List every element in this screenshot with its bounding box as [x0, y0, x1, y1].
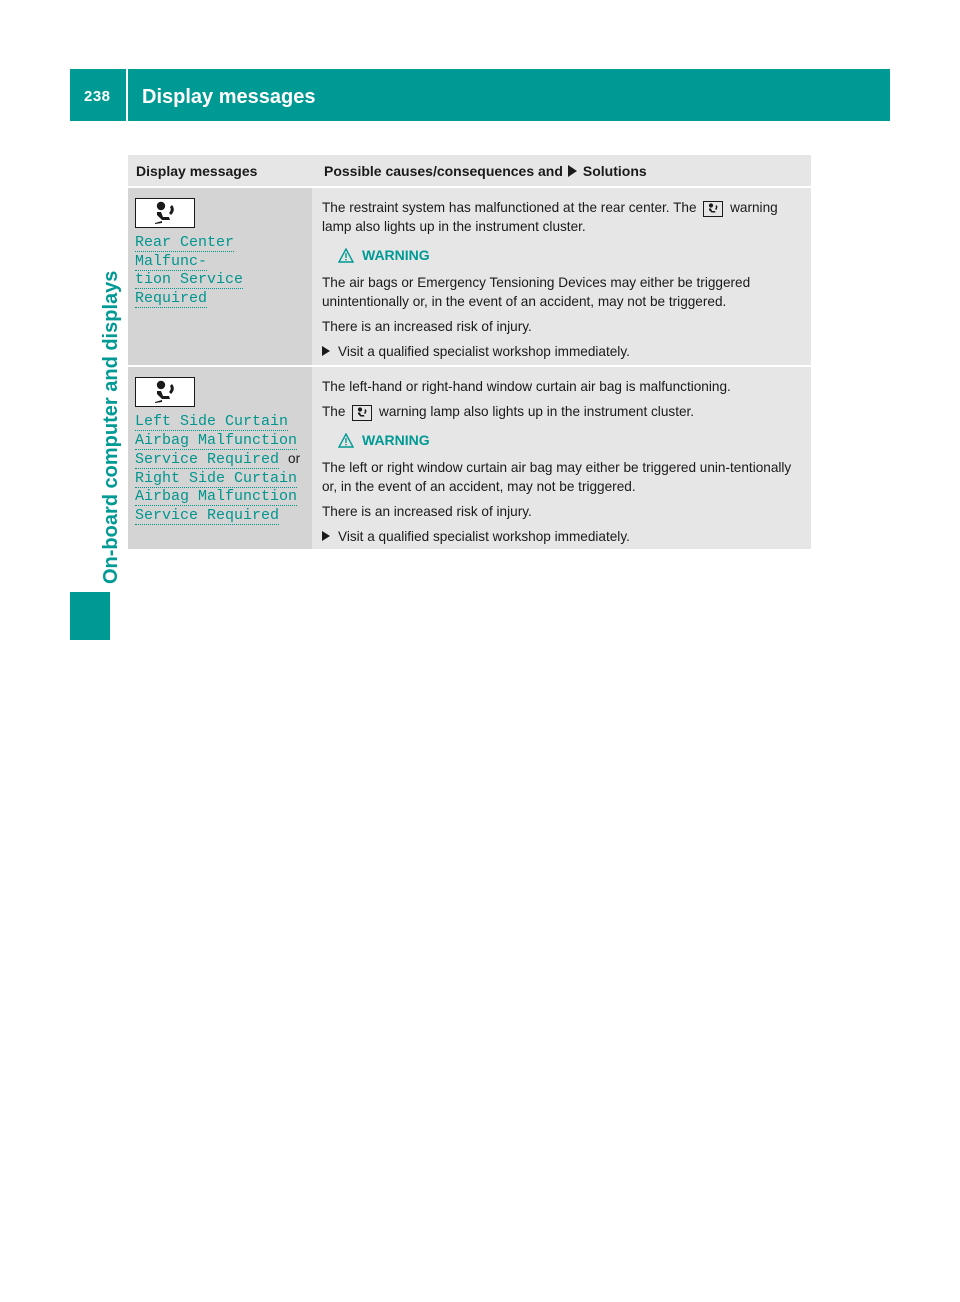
action-item: [322, 527, 802, 546]
action-text: Visit a qualified specialist workshop immediately.: [338, 344, 630, 359]
risk-text: There is an increased risk of injury.: [322, 319, 532, 334]
warning-label: WARNING: [362, 432, 430, 448]
cause-text-post: warning lamp also lights up in the instrument cluster.: [379, 404, 695, 419]
side-tab-label: On-board computer and displays: [100, 270, 122, 584]
warning-heading: [338, 431, 802, 450]
warning-heading: [338, 246, 802, 265]
message-line: Required: [135, 289, 208, 307]
display-message-cell: [128, 188, 312, 365]
message-line: tion Service: [135, 271, 244, 288]
cause-text-pre: The restraint system has malfunctioned at the rear center. The: [322, 200, 697, 215]
warning-text: The air bags or Emergency Tensioning Devices may either be triggered unintentionally or, in the event of an accident, may not be triggered.: [322, 275, 751, 309]
display-messages-table: [128, 155, 811, 551]
warning-triangle-icon: [338, 433, 354, 448]
message-line: Right Side Curtain: [135, 469, 298, 487]
cause-text: [322, 402, 802, 421]
action-arrow-icon: [322, 346, 330, 356]
warning-triangle-icon: [338, 248, 354, 263]
risk-text: There is an increased risk of injury.: [322, 504, 532, 519]
display-message-cell: [128, 367, 312, 549]
action-item: [322, 342, 802, 361]
message-line: Airbag Malfunction: [135, 431, 298, 449]
causes-solutions-cell: [312, 188, 811, 365]
airbag-warning-lamp-icon: [352, 405, 372, 421]
table-row: [128, 367, 811, 551]
warning-text: The left or right window curtain air bag may either be triggered unin-tentionally or, in the event of an accident, may not be triggered.: [322, 460, 792, 494]
column-header-display-messages: Display messages: [136, 162, 258, 179]
action-text: Visit a qualified specialist workshop immediately.: [338, 529, 630, 544]
table-header: [128, 155, 811, 188]
cause-text-pre: The: [322, 404, 346, 419]
column-header-causes-text: Possible causes/consequences and: [324, 162, 563, 179]
message-line: Airbag Malfunction: [135, 488, 298, 505]
cause-text: [322, 198, 802, 236]
airbag-warning-icon: [135, 198, 195, 228]
causes-solutions-cell: [312, 367, 811, 549]
airbag-warning-lamp-icon: [703, 201, 723, 217]
cause-text-post: warning lamp also lights up in the instrument cluster.: [322, 200, 778, 234]
or-text: or: [288, 451, 301, 466]
table-row: [128, 188, 811, 367]
header-divider: [126, 69, 128, 121]
arrow-right-icon: [568, 165, 577, 177]
airbag-warning-icon: [135, 377, 195, 407]
message-line: Service Required: [135, 506, 280, 524]
message-line: Left Side Curtain: [135, 413, 289, 430]
cause-text-line1: The left-hand or right-hand window curtain air bag is malfunctioning.: [322, 379, 731, 394]
display-message-text: [135, 234, 312, 308]
action-arrow-icon: [322, 531, 330, 541]
display-message-text: [135, 413, 312, 525]
message-line: Rear Center Malfunc-: [135, 234, 235, 270]
warning-label: WARNING: [362, 247, 430, 263]
column-header-causes: [312, 155, 647, 186]
side-tab-marker: [70, 592, 110, 640]
section-title: Display messages: [142, 86, 316, 108]
column-header-solutions-text: Solutions: [582, 162, 647, 179]
message-line: Service Required: [135, 451, 280, 468]
page-number: 238: [84, 88, 111, 105]
